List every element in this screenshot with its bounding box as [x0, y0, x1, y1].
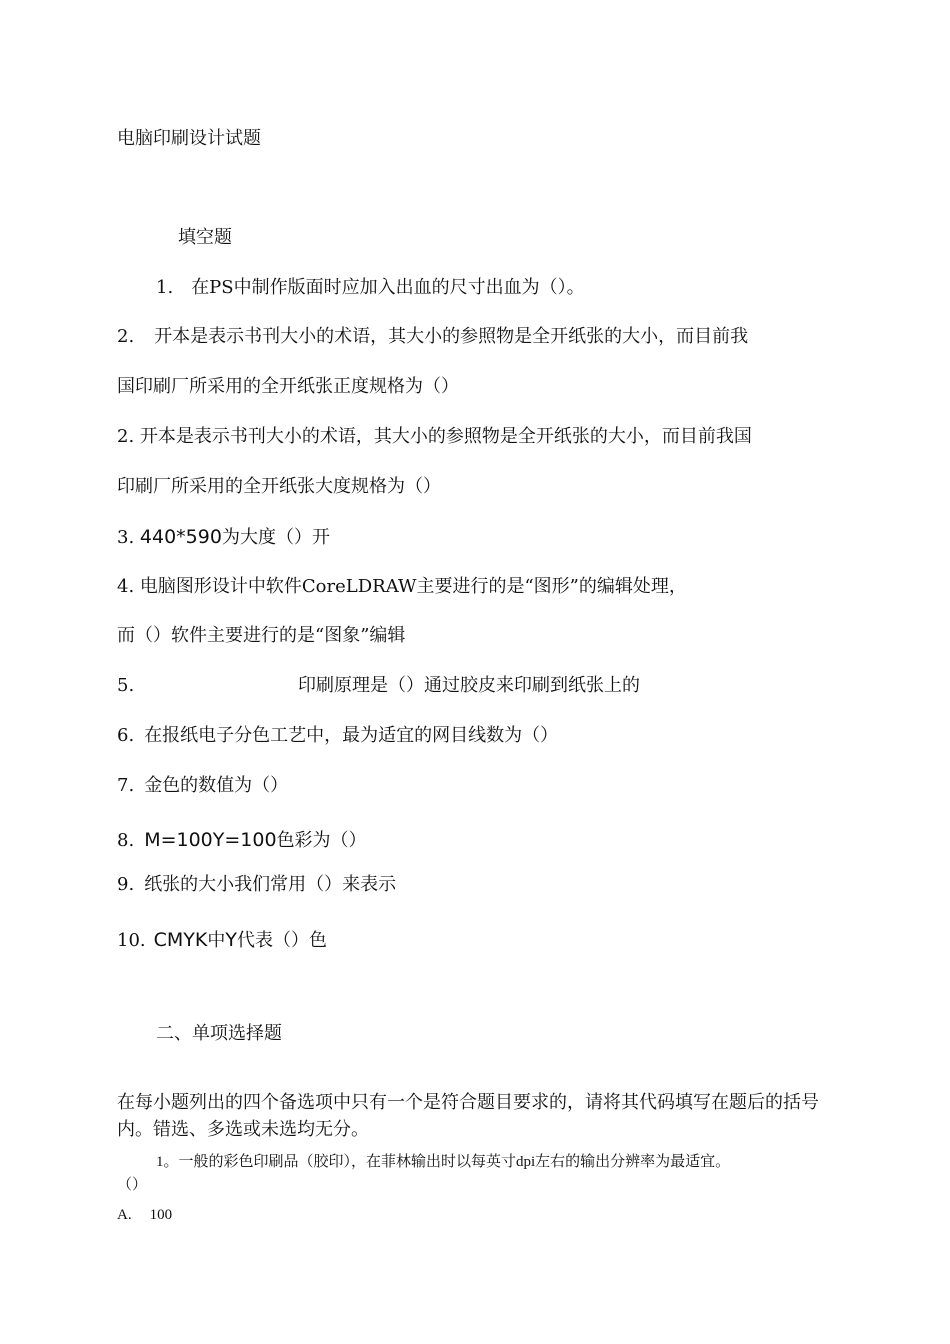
option-value: 100	[149, 1207, 173, 1223]
question-5	[117, 674, 134, 698]
question-10	[117, 928, 327, 953]
question-text-mid: 中	[207, 930, 226, 951]
choice-question-1-line1: 1。一般的彩色印刷品（胶印），在菲林输出时以每英寸dpi左右的输出分辨率为最适宜。	[156, 1154, 731, 1170]
choice-option-a	[117, 1204, 172, 1226]
question-2b-line2: 印刷厂所采用的全开纸张大度规格为（）	[117, 476, 441, 497]
question-text: 代表（）色	[236, 930, 327, 951]
question-number: 2.	[117, 326, 135, 347]
cmyk-term: CMYK	[153, 929, 208, 951]
question-text: 金色的数值为（）	[144, 775, 289, 796]
section-heading-fill-blank: 填空题	[178, 227, 232, 248]
question-5-text: 印刷原理是（）通过胶皮来印刷到纸张上的	[298, 675, 640, 696]
question-text: 纸张的大小我们常用（）来表示	[144, 874, 397, 895]
question-4-line1: 4. 电脑图形设计中软件CoreLDRAW主要进行的是“图形”的编辑处理，	[117, 576, 687, 597]
question-text: 色彩为（）	[276, 830, 367, 851]
question-2a-line2: 国印刷厂所采用的全开纸张正度规格为（）	[117, 376, 459, 397]
question-number: 9.	[117, 874, 135, 895]
question-number: 8.	[117, 830, 135, 851]
question-2a-line1	[117, 325, 748, 349]
question-6	[117, 724, 558, 748]
choice-question-1-line2: （）	[117, 1177, 148, 1193]
question-7	[117, 774, 288, 798]
question-number: 1.	[156, 277, 174, 298]
section-heading-single-choice: 二、单项选择题	[156, 1023, 282, 1044]
document-title: 电脑印刷设计试题	[117, 128, 261, 149]
question-number: 10.	[117, 930, 146, 951]
question-text: 在PS中制作版面时应加入出血的尺寸出血为（）。	[191, 277, 585, 298]
color-value: M=100Y=100	[144, 829, 277, 851]
y-term: Y	[225, 929, 237, 951]
question-text: 为大度（）开	[221, 527, 330, 548]
question-number: 3.	[117, 527, 135, 548]
question-2b-line1: 2. 开本是表示书刊大小的术语，其大小的参照物是全开纸张的大小，而目前我国	[117, 426, 752, 447]
question-9	[117, 873, 396, 897]
size-value: 440*590	[139, 526, 222, 548]
option-label: A.	[117, 1207, 132, 1223]
question-text: 在报纸电子分色工艺中，最为适宜的网目线数为（）	[144, 725, 559, 746]
question-number: 6.	[117, 725, 135, 746]
question-number: 7.	[117, 775, 135, 796]
question-text: 开本是表示书刊大小的术语，其大小的参照物是全开纸张的大小，而目前我	[154, 326, 749, 347]
section-instructions: 在每小题列出的四个备选项中只有一个是符合题目要求的，请将其代码填写在题后的括号内。错选、多选或未选均无分。	[117, 1092, 819, 1140]
question-8	[117, 828, 367, 853]
question-1	[156, 276, 585, 300]
question-number: 5.	[117, 675, 135, 696]
question-4-line2: 而（）软件主要进行的是“图象”编辑	[117, 625, 406, 646]
question-3	[117, 525, 330, 550]
